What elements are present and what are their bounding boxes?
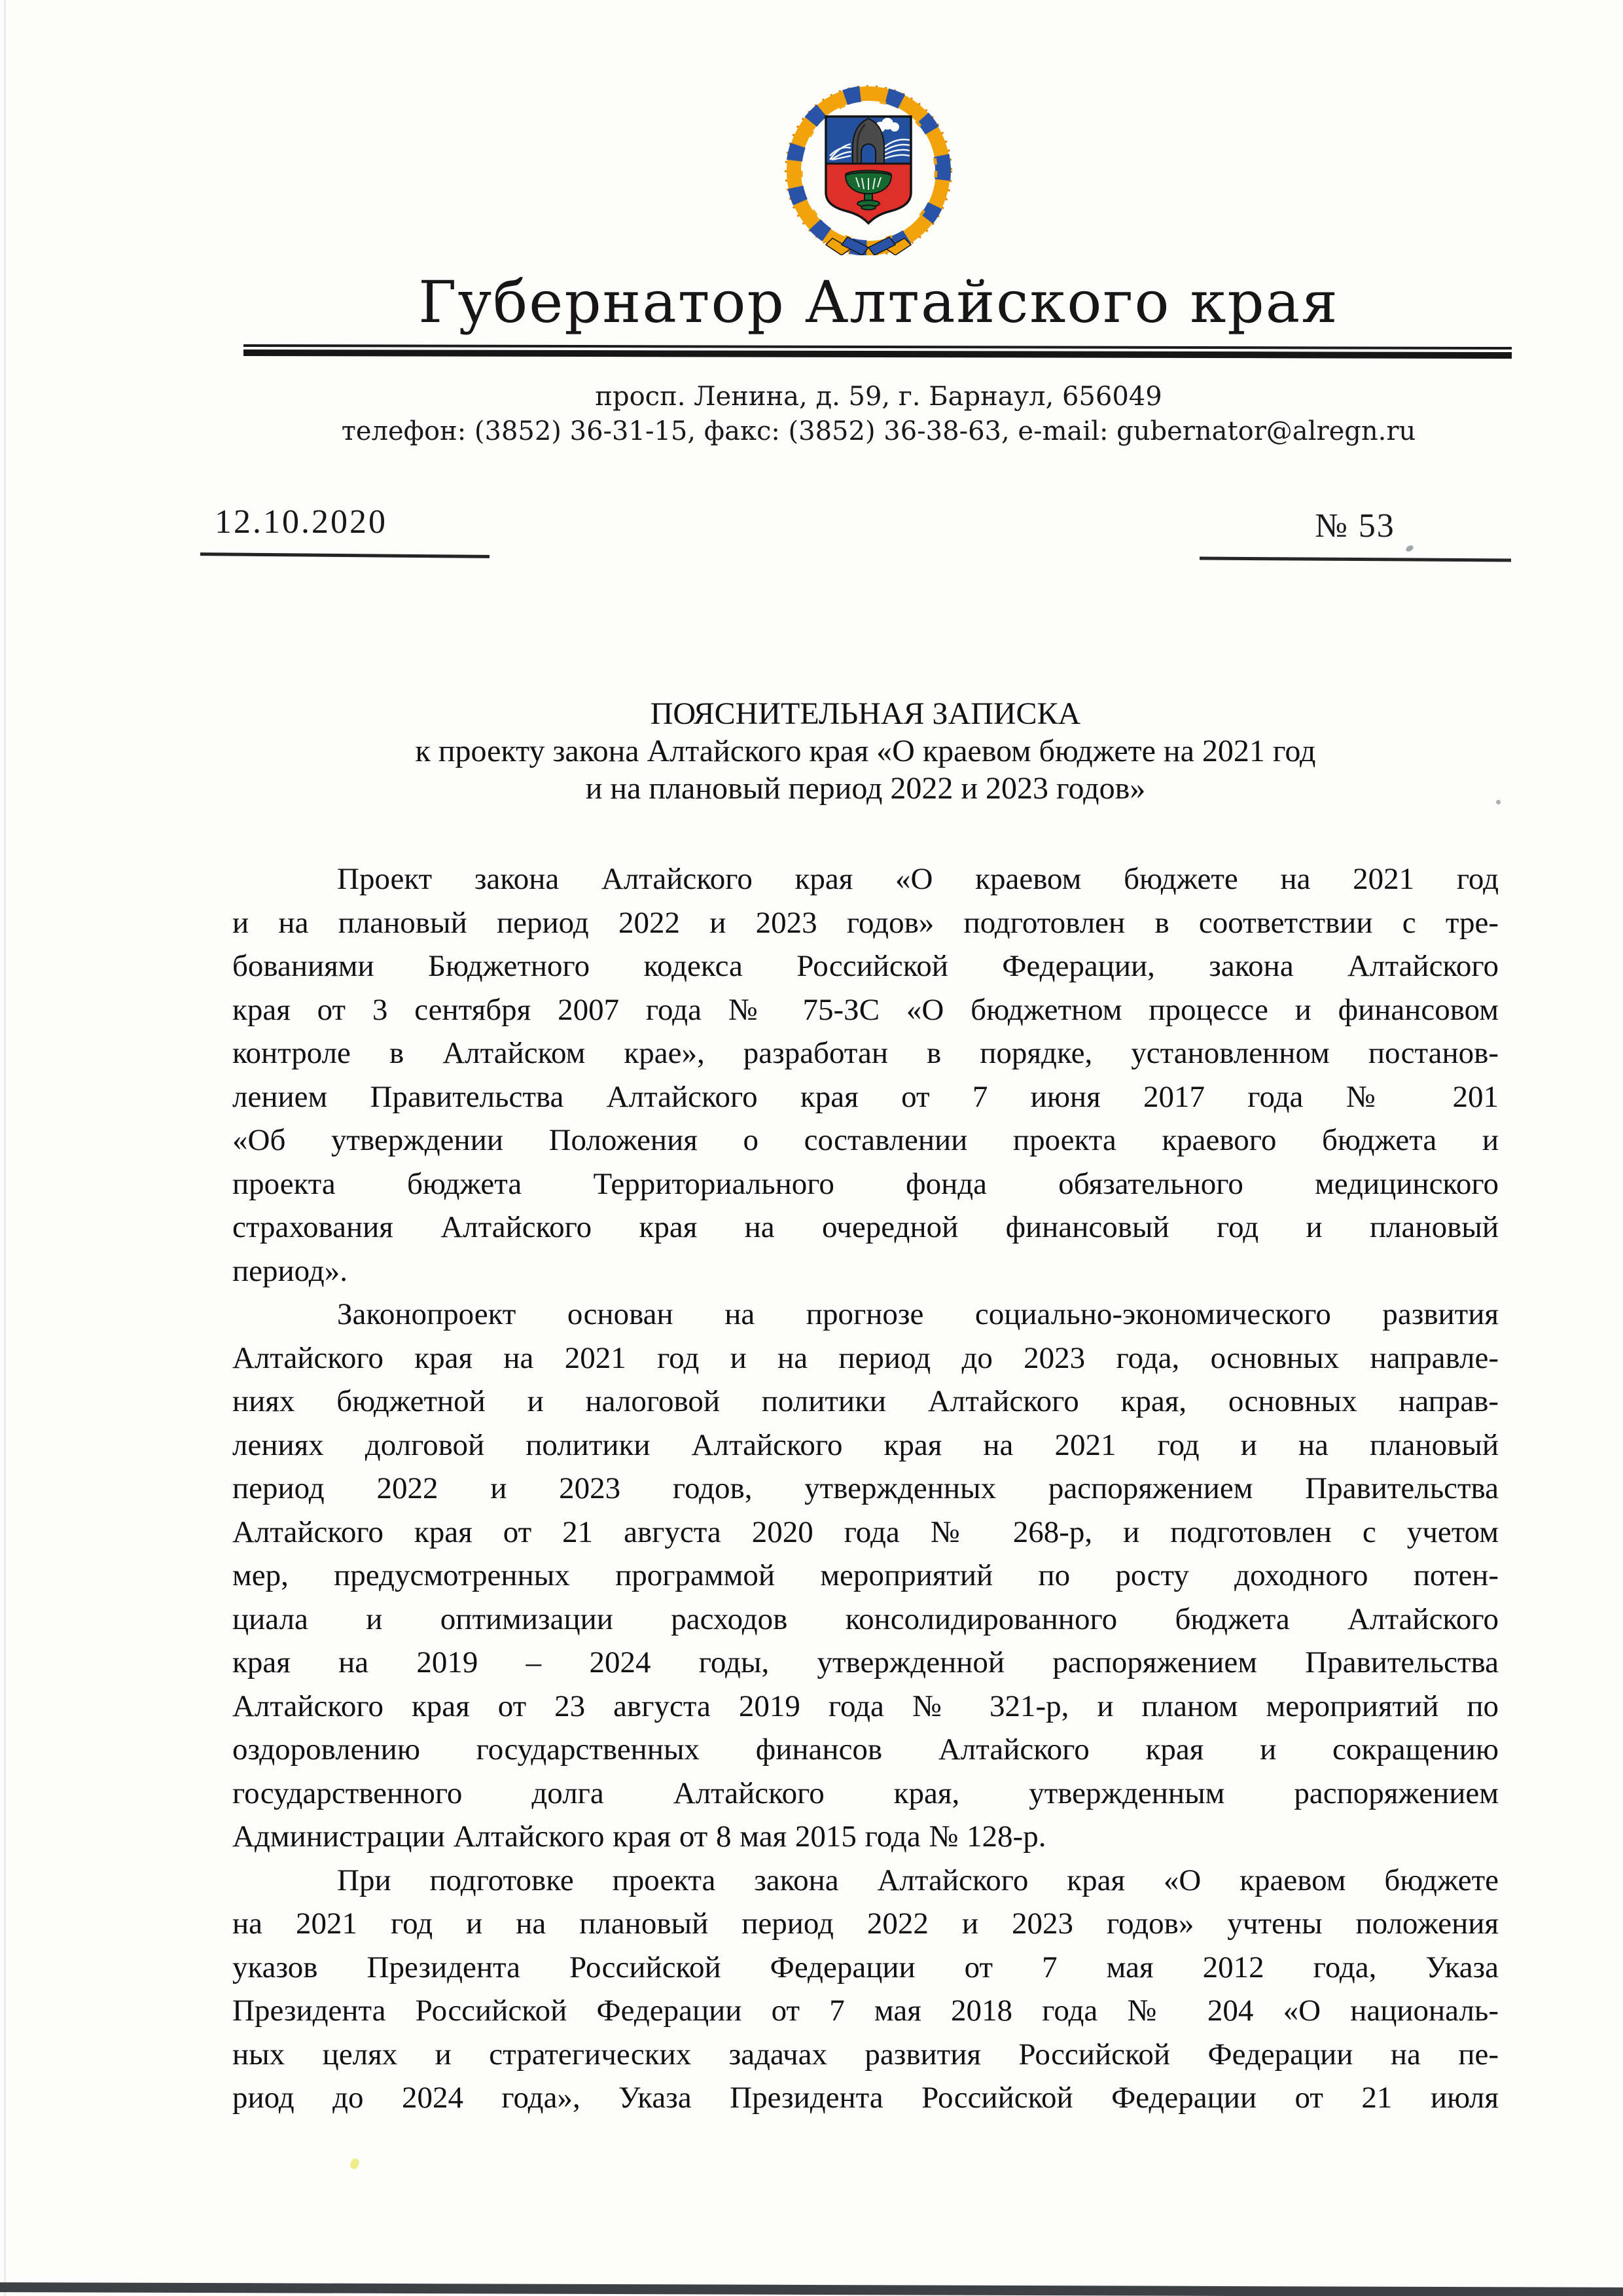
- paragraph: [232, 1293, 1499, 1859]
- paragraph: [232, 857, 1499, 1293]
- body-line: на 2021 год и на плановый период 2022 и 2023 годов» учтены положения: [232, 1907, 1499, 1941]
- body-line: Алтайского края от 21 августа 2020 года № 268-р, и подготовлен с учетом: [232, 1515, 1499, 1549]
- heading-line: и на плановый период 2022 и 2023 годов»: [585, 771, 1146, 806]
- body-line: Администрации Алтайского края от 8 мая 2015 года № 128-р.: [232, 1820, 1046, 1854]
- body-line: контроле в Алтайском крае», разработан в порядке, установленном постанов-: [232, 1036, 1499, 1070]
- body-line: края на 2019 – 2024 годы, утвержденной распоряжением Правительства: [232, 1645, 1499, 1679]
- scan-left-edge: [4, 0, 6, 2296]
- document-body: [232, 857, 1499, 2120]
- address-line-2: телефон: (3852) 36-31-15, факс: (3852) 36-38-63, e-mail: gubernator@alregn.ru: [341, 416, 1416, 446]
- coat-of-arms-svg: [784, 84, 953, 255]
- body-line: Законопроект основан на прогнозе социально-экономического развития: [337, 1297, 1499, 1331]
- scan-edge-bar: [0, 2282, 1623, 2296]
- letterhead-address: [245, 380, 1512, 449]
- body-line: мер, предусмотренных программой мероприятий по росту доходного потен-: [232, 1558, 1499, 1592]
- body-line: Президента Российской Федерации от 7 мая 2018 года № 204 «О националь-: [232, 1994, 1499, 2028]
- body-line: При подготовке проекта закона Алтайского края «О краевом бюджете: [337, 1863, 1499, 1897]
- date-underline: [200, 552, 490, 558]
- heading-line: ПОЯСНИТЕЛЬНАЯ ЗАПИСКА: [650, 696, 1081, 731]
- scan-speck: [1405, 545, 1414, 553]
- body-line: «Об утверждении Положения о составлении проекта краевого бюджета и: [232, 1123, 1499, 1157]
- body-line: края от 3 сентября 2007 года № 75-ЗС «О бюджетном процессе и финансовом: [232, 992, 1499, 1027]
- body-line: Алтайского края на 2021 год и на период до 2023 года, основных направле-: [232, 1340, 1499, 1375]
- body-line: указов Президента Российской Федерации от 7 мая 2012 года, Указа: [232, 1950, 1499, 1984]
- body-line: циала и оптимизации расходов консолидированного бюджета Алтайского: [232, 1602, 1499, 1636]
- altai-krai-coat-of-arms-icon: [784, 84, 953, 255]
- document-number: № 53: [1315, 507, 1395, 545]
- letterhead-divider-rule: [243, 344, 1512, 359]
- body-line: проекта бюджета Территориального фонда обязательного медицинского: [232, 1166, 1499, 1201]
- document-date: 12.10.2020: [215, 503, 387, 541]
- heading-line: к проекту закона Алтайского края «О краевом бюджете на 2021 год: [415, 734, 1316, 768]
- body-line: оздоровлению государственных финансов Алтайского края и сокращению: [232, 1732, 1499, 1767]
- body-line: государственного долга Алтайского края, утвержденным распоряжением: [232, 1776, 1499, 1810]
- address-line-1: просп. Ленина, д. 59, г. Барнаул, 656049: [595, 382, 1162, 412]
- body-line: риод до 2024 года», Указа Президента Российской Федерации от 21 июля: [232, 2081, 1499, 2115]
- body-line: период 2022 и 2023 годов, утвержденных распоряжением Правительства: [232, 1471, 1499, 1505]
- body-line: Проект закона Алтайского края «О краевом бюджете на 2021 год: [337, 862, 1499, 896]
- organization-title: Губернатор Алтайского края: [418, 268, 1339, 336]
- body-line: страхования Алтайского края на очередной финансовый год и плановый: [232, 1210, 1499, 1244]
- scan-speck: [1496, 800, 1501, 804]
- body-line: бованиями Бюджетного кодекса Российской Федерации, закона Алтайского: [232, 949, 1499, 983]
- scan-speck: [349, 2157, 361, 2170]
- body-line: ных целях и стратегических задачах развития Российской Федерации на пе-: [232, 2037, 1499, 2072]
- body-line: период».: [232, 1253, 348, 1288]
- body-line: лениях долговой политики Алтайского края на 2021 год и на плановый: [232, 1427, 1499, 1462]
- body-line: и на плановый период 2022 и 2023 годов» подготовлен в соответствии с тре-: [232, 905, 1499, 940]
- paragraph: [232, 1859, 1499, 2120]
- body-line: лением Правительства Алтайского края от 7 июня 2017 года № 201: [232, 1079, 1499, 1114]
- number-underline: [1200, 557, 1511, 562]
- body-line: Алтайского края от 23 августа 2019 года № 321-р, и планом мероприятий по: [232, 1689, 1499, 1723]
- document-heading: [232, 695, 1499, 807]
- body-line: ниях бюджетной и налоговой политики Алтайского края, основных направ-: [232, 1384, 1499, 1418]
